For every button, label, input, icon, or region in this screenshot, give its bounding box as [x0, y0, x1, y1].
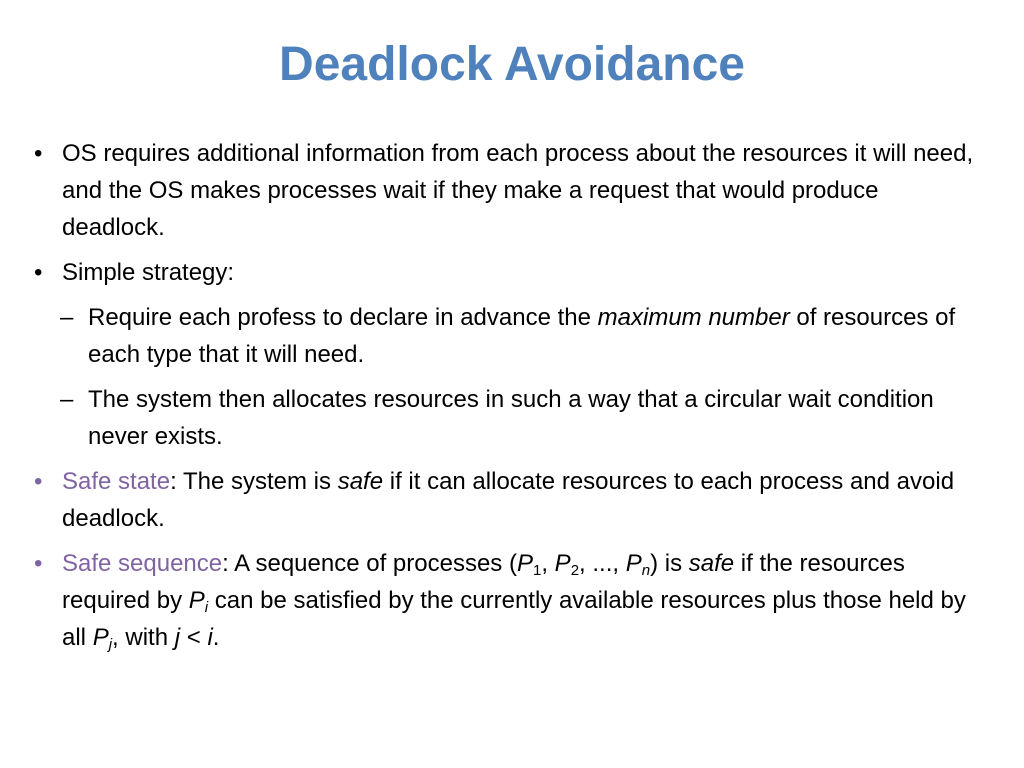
bullet-simple-strategy	[34, 254, 984, 291]
text-part: , with	[112, 624, 175, 651]
symbol-p: P	[92, 624, 109, 651]
sub-bullet-text-post: of resources of each type that it will need.	[88, 304, 956, 368]
variable-j: j	[174, 624, 181, 651]
sub-bullet-declare-maximum	[34, 299, 984, 373]
emphasis-safe: safe	[688, 550, 735, 577]
symbol-p: P	[554, 550, 571, 577]
bullet-os-requirements	[34, 135, 984, 246]
subscript-n: n	[641, 562, 651, 579]
bullet-marker: •	[34, 140, 43, 167]
symbol-p: P	[516, 550, 533, 577]
bullet-marker: •	[34, 468, 43, 495]
text-part: if it can allocate resources to each process and avoid deadlock.	[62, 468, 955, 532]
symbol-p: P	[188, 587, 205, 614]
slide-body	[34, 135, 984, 664]
sub-bullet-text-pre: Require each profess to declare in advance the	[88, 304, 598, 331]
term-safe-state: Safe state	[62, 468, 171, 495]
subscript: 2	[570, 562, 580, 579]
bullet-safe-state	[34, 463, 984, 537]
variable-i: i	[207, 624, 213, 651]
subscript-i: i	[204, 599, 209, 616]
subscript	[642, 562, 650, 579]
text-part: <	[180, 624, 208, 651]
subscript-j: j	[108, 636, 113, 653]
text-part: , ...,	[579, 550, 626, 577]
term-safe-sequence: Safe sequence	[62, 550, 223, 577]
bullet-text: OS requires additional information from each process about the resources it will need, and the OS makes processes wait if they make a request that would produce deadlock.	[62, 140, 974, 241]
emphasis-maximum-number: maximum number	[597, 304, 790, 331]
text-part: ) is	[650, 550, 689, 577]
slide-title: Deadlock Avoidance	[279, 38, 745, 91]
emphasis-safe: safe	[337, 468, 384, 495]
text-part: : A sequence of processes (	[222, 550, 517, 577]
text-part: if the resources required by	[62, 550, 905, 614]
bullet-marker: •	[34, 550, 43, 577]
text-part: ,	[541, 550, 555, 577]
text-part: can be satisfied by the currently available resources plus those held by all	[62, 587, 966, 651]
text-part: : The system is	[170, 468, 338, 495]
sub-bullet-text: The system then allocates resources in such a way that a circular wait condition never exists.	[88, 386, 934, 450]
bullet-safe-sequence	[34, 545, 984, 656]
sub-bullet-allocation	[34, 381, 984, 455]
bullet-marker: •	[34, 259, 43, 286]
bullet-text: Simple strategy:	[62, 259, 235, 286]
symbol-p: P	[625, 550, 642, 577]
text-part: .	[212, 624, 220, 651]
dash-marker: –	[60, 386, 74, 413]
dash-marker: –	[60, 304, 74, 331]
subscript: 1	[532, 562, 542, 579]
